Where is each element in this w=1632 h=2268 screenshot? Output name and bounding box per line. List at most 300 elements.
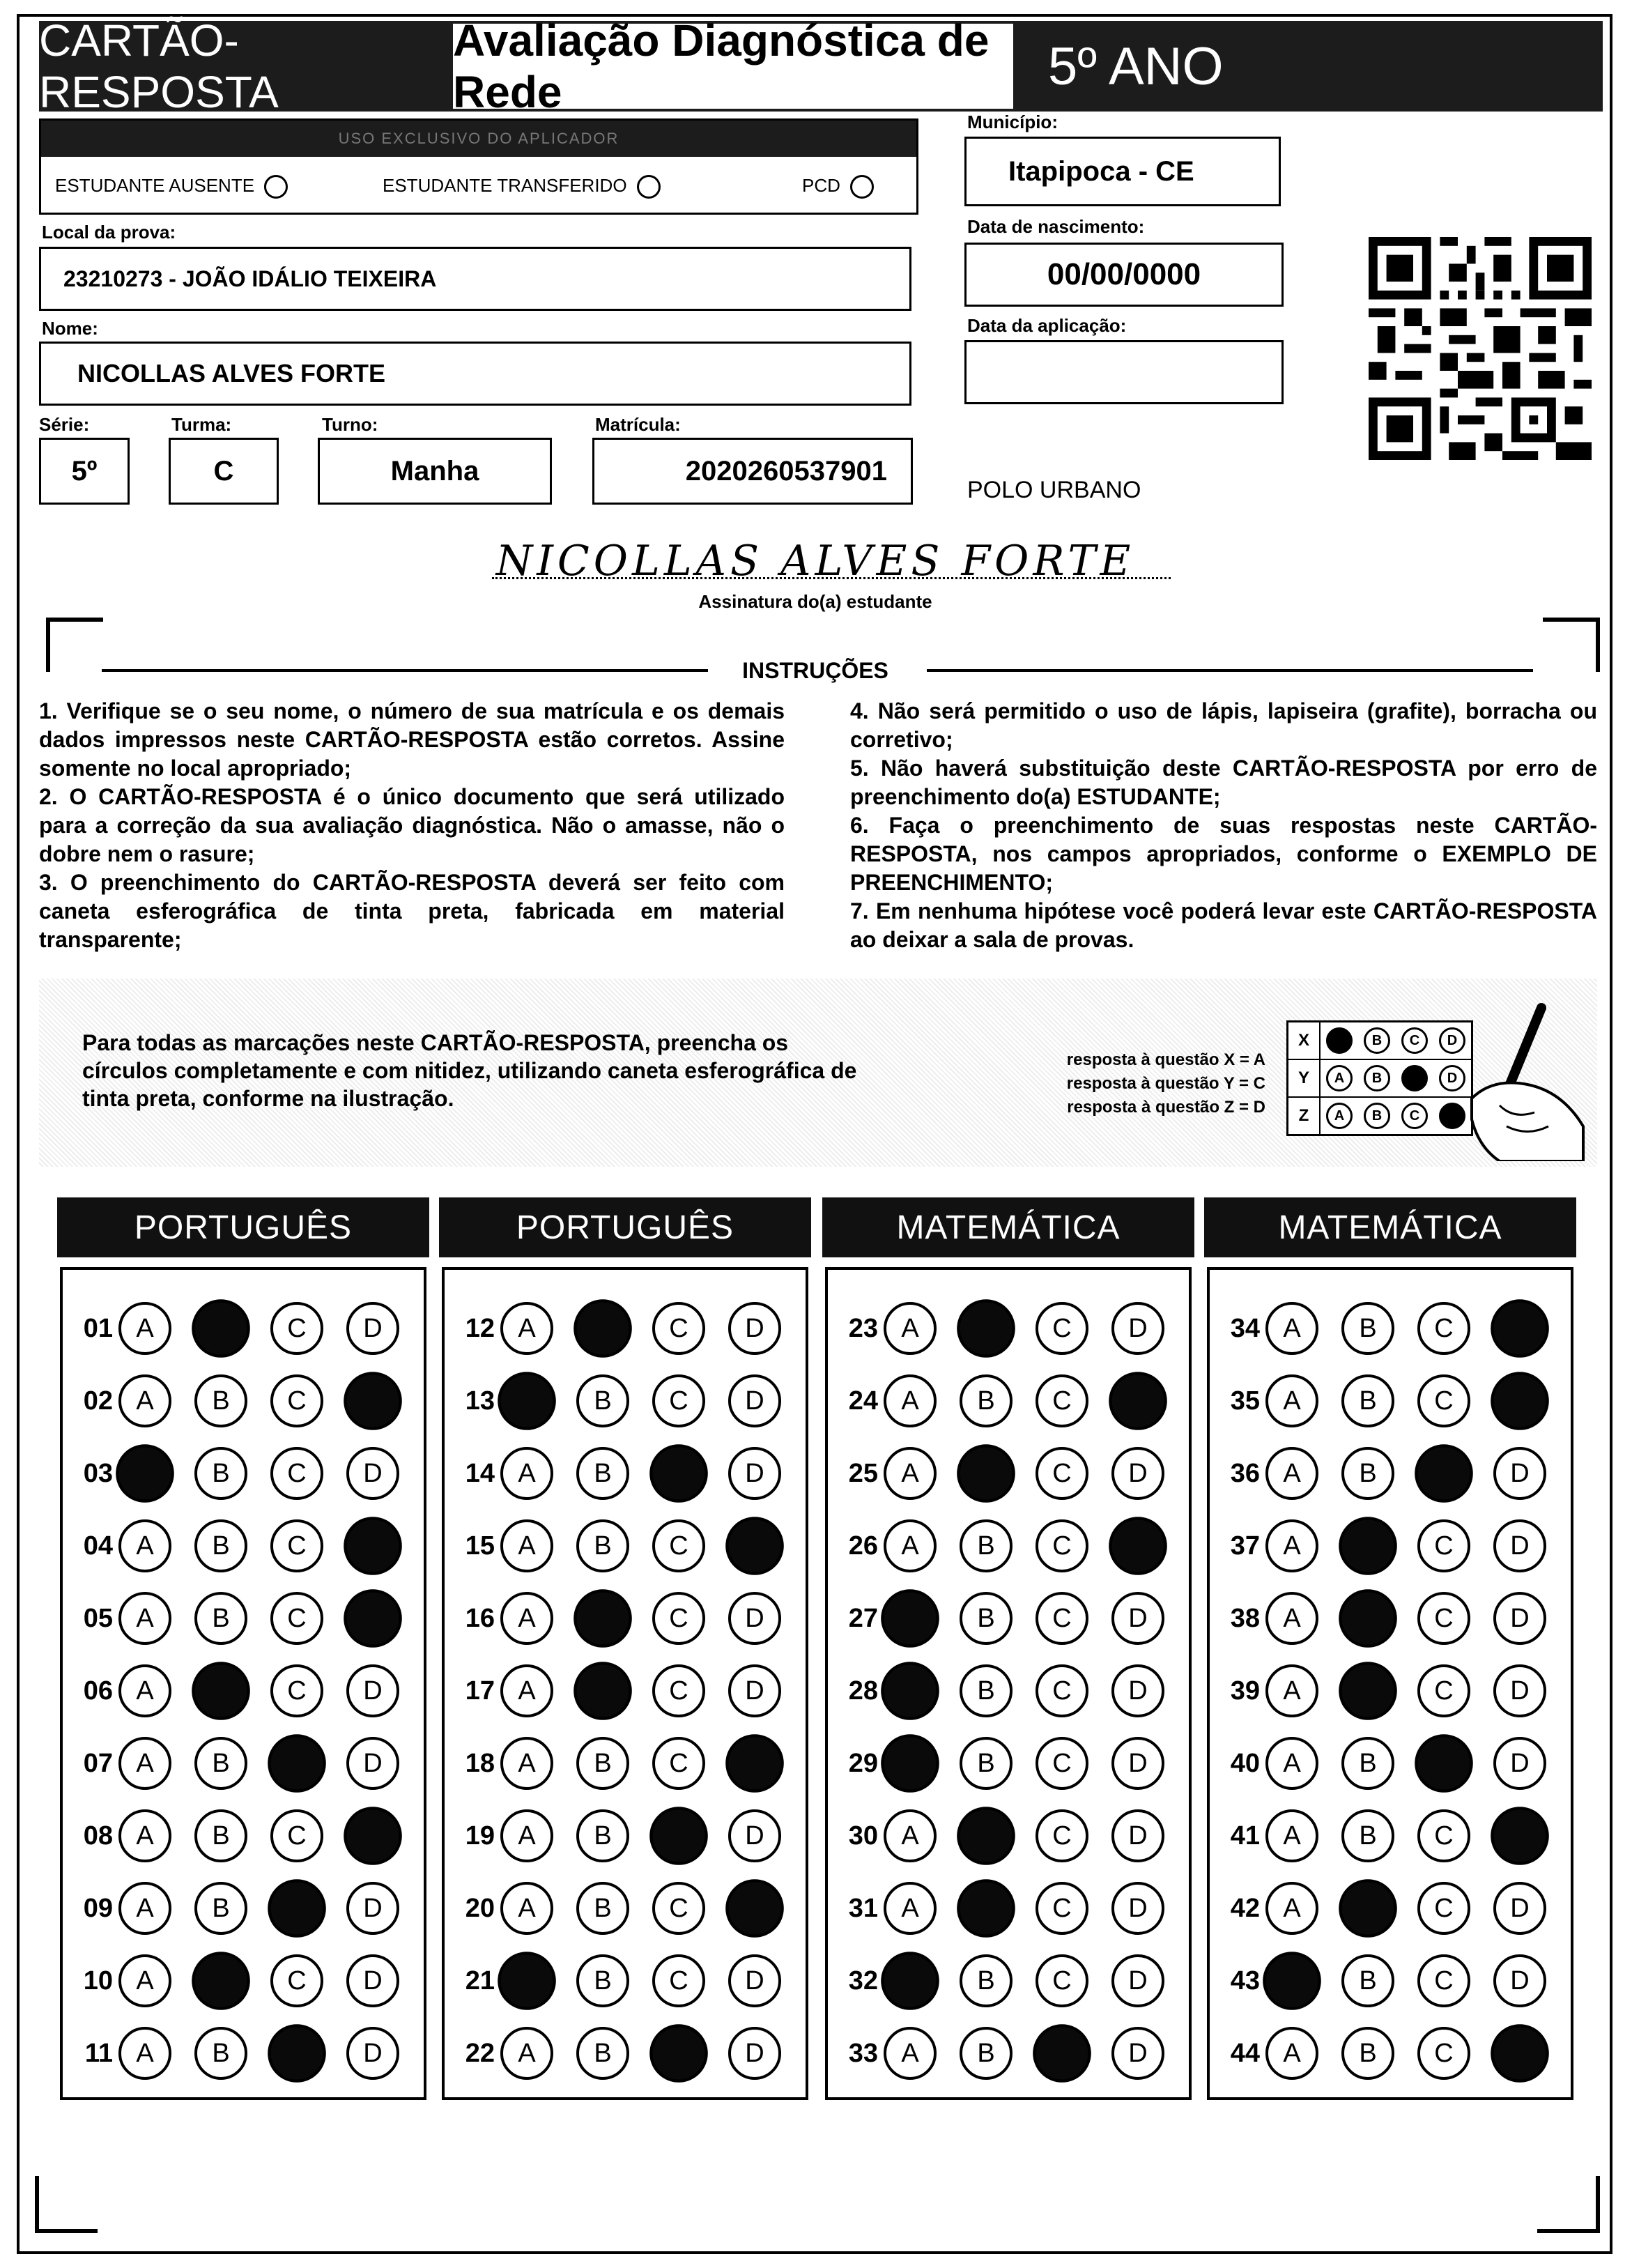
example-bubble-a: A [1326,1065,1353,1091]
answer-bubble-d[interactable]: D [1493,1882,1546,1935]
answer-bubble-c[interactable]: C [652,1592,705,1645]
admin-title: USO EXCLUSIVO DO APLICADOR [338,130,619,147]
answer-bubble-d[interactable]: D [1111,2027,1164,2080]
answer-bubble-d[interactable]: D [1111,1664,1164,1717]
nascimento-label: Data de nascimento: [967,216,1145,237]
example-bubble-c: C [1401,1103,1428,1129]
answer-bubble-b[interactable]: B [1339,1517,1397,1575]
question-number: 42 [1230,1893,1260,1923]
question-row [445,1369,804,1433]
answer-bubble-d[interactable]: D [728,1447,781,1500]
answer-bubble-d[interactable]: D [725,1517,784,1575]
answer-bubble-b[interactable]: B [960,1374,1013,1427]
answer-bubble-c[interactable]: C [652,1302,705,1355]
example-bubble-b: B [1364,1065,1390,1091]
answer-bubble-d[interactable]: D [1109,1372,1167,1430]
answer-bubble-d[interactable]: D [728,1592,781,1645]
aplicacao-field[interactable] [964,340,1284,404]
question-row [828,1441,1187,1505]
example-bubble-a: A [1326,1027,1353,1054]
question-number: 19 [465,1821,495,1851]
local-label: Local da prova: [42,222,176,243]
absent-option[interactable] [55,175,288,199]
answer-bubble-d[interactable]: D [728,2027,781,2080]
answer-bubble-d[interactable]: D [344,1807,402,1865]
answer-bubble-c[interactable]: C [652,1737,705,1790]
question-number: 28 [848,1676,878,1706]
answer-bubble-a[interactable]: A [1265,1374,1318,1427]
example-grid [1286,1020,1473,1136]
question-row [1210,1586,1569,1650]
question-row [828,1586,1187,1650]
question-row [445,1586,804,1650]
answer-bubble-d[interactable]: D [725,1879,784,1938]
aplicacao-label: Data da aplicação: [967,315,1127,336]
question-number: 11 [84,2038,113,2068]
example-row-label: X [1288,1022,1321,1059]
question-number: 05 [83,1603,113,1633]
instruction-item: 3. O preenchimento do CARTÃO-RESPOSTA deverá ser feito com caneta esferográfica de tinta preta, fabricada em material transparente; [39,870,785,952]
answer-bubble-a[interactable]: A [500,1519,553,1572]
question-number: 33 [848,2038,878,2068]
answer-bubble-a[interactable]: A [500,1737,553,1790]
answer-bubble-b[interactable]: B [573,1662,632,1720]
pcd-radio[interactable] [850,175,874,199]
answer-bubble-a[interactable]: A [881,1589,939,1648]
answer-bubble-b[interactable]: B [576,1447,629,1500]
answer-bubble-c[interactable]: C [1417,1374,1470,1427]
answer-bubble-b[interactable]: B [194,1882,247,1935]
instruction-item: 4. Não será permitido o uso de lápis, lapiseira (grafite), borracha ou corretivo; [850,698,1597,752]
answer-bubble-c[interactable]: C [1036,1882,1088,1935]
answer-bubble-b[interactable]: B [194,2027,247,2080]
answer-bubble-a[interactable]: A [884,1374,937,1427]
answer-bubble-b[interactable]: B [1341,1447,1394,1500]
answer-bubble-d[interactable]: D [346,1737,399,1790]
question-row [1210,1876,1569,1940]
section-box [825,1267,1192,2100]
answer-bubble-b[interactable]: B [194,1447,247,1500]
question-number: 38 [1230,1603,1260,1633]
answer-bubble-d[interactable]: D [346,1664,399,1717]
pcd-option[interactable] [802,175,874,199]
answer-bubble-d[interactable]: D [1491,1372,1549,1430]
answer-bubble-b[interactable]: B [960,2027,1013,2080]
question-number: 25 [848,1458,878,1488]
answer-bubble-d[interactable]: D [1111,1737,1164,1790]
answer-bubble-a[interactable]: A [884,1809,937,1862]
question-number: 34 [1230,1313,1260,1343]
answer-bubble-a[interactable]: A [118,1519,171,1572]
answer-bubble-c[interactable]: C [1417,1592,1470,1645]
answer-bubble-d[interactable]: D [1493,1664,1546,1717]
answer-bubble-d[interactable]: D [1111,1592,1164,1645]
admin-options [41,157,916,213]
answer-bubble-a[interactable]: A [1265,1737,1318,1790]
answer-bubble-c[interactable]: C [652,1664,705,1717]
answer-bubble-c[interactable]: C [1036,1664,1088,1717]
question-number: 03 [83,1458,113,1488]
answer-bubble-d[interactable]: D [728,1954,781,2007]
card-label-box [39,15,450,117]
answer-bubble-b[interactable]: B [576,2027,629,2080]
serie-field [39,438,130,505]
answer-bubble-a[interactable]: A [498,1952,556,2010]
answer-bubble-b[interactable]: B [576,1519,629,1572]
answer-bubble-c[interactable]: C [1036,1592,1088,1645]
answer-bubble-d[interactable]: D [346,2027,399,2080]
answer-bubble-a[interactable]: A [1265,1664,1318,1717]
answer-bubble-b[interactable]: B [576,1954,629,2007]
question-number: 15 [465,1531,495,1561]
question-row [1210,2021,1569,2085]
answer-bubble-d[interactable]: D [346,1882,399,1935]
example-legend-y: resposta à questão Y = C [1066,1074,1265,1093]
answer-bubble-b[interactable]: B [576,1809,629,1862]
answer-bubble-a[interactable]: A [500,1447,553,1500]
answer-bubble-a[interactable]: A [884,1519,937,1572]
answer-bubble-a[interactable]: A [500,1882,553,1935]
answer-bubble-c[interactable]: C [1036,1447,1088,1500]
question-row [828,1514,1187,1578]
answer-bubble-c[interactable]: C [652,1882,705,1935]
answer-bubble-a[interactable]: A [1265,1447,1318,1500]
answer-bubble-b[interactable]: B [194,1519,247,1572]
answer-bubble-c[interactable]: C [1036,1809,1088,1862]
answer-bubble-d[interactable]: D [346,1302,399,1355]
answer-bubble-d[interactable]: D [344,1517,402,1575]
answer-bubble-b[interactable]: B [960,1737,1013,1790]
answer-bubble-c[interactable]: C [268,2024,326,2083]
answer-bubble-c[interactable]: C [652,1519,705,1572]
instructions-rule-left [102,669,708,672]
transferred-label: ESTUDANTE TRANSFERIDO [383,175,627,196]
answer-bubble-c[interactable]: C [649,1807,708,1865]
question-number: 14 [465,1458,495,1488]
answer-bubble-c[interactable]: C [1417,1519,1470,1572]
signature-line [492,577,1171,579]
answer-bubble-d[interactable]: D [1111,1954,1164,2007]
answer-bubble-d[interactable]: D [725,1734,784,1793]
answer-bubble-a[interactable]: A [118,1882,171,1935]
answer-bubble-c[interactable]: C [268,1734,326,1793]
answer-bubble-b[interactable]: B [192,1299,250,1358]
question-number: 18 [465,1748,495,1778]
answer-bubble-b[interactable]: B [957,1444,1015,1503]
question-number: 26 [848,1531,878,1561]
answer-bubble-a[interactable]: A [118,1809,171,1862]
answer-bubble-b[interactable]: B [194,1737,247,1790]
answer-bubble-a[interactable]: A [884,1447,937,1500]
answer-bubble-a[interactable]: A [881,1734,939,1793]
question-row [63,1659,422,1723]
answer-bubble-a[interactable]: A [884,1302,937,1355]
answer-bubble-a[interactable]: A [881,1952,939,2010]
answer-bubble-d[interactable]: D [1493,1737,1546,1790]
question-number: 24 [848,1386,878,1416]
question-number: 12 [465,1313,495,1343]
question-row [828,1876,1187,1940]
answer-bubble-c[interactable]: C [1415,1734,1473,1793]
answer-bubble-a[interactable]: A [1263,1952,1321,2010]
answer-bubble-a[interactable]: A [118,1954,171,2007]
instruction-item: 7. Em nenhuma hipótese você poderá levar este CARTÃO-RESPOSTA ao deixar a sala de provas. [850,898,1597,952]
question-number: 41 [1230,1821,1260,1851]
answer-bubble-b[interactable]: B [576,1882,629,1935]
answer-bubble-c[interactable]: C [652,1954,705,2007]
answer-bubble-b[interactable]: B [194,1374,247,1427]
question-number: 13 [465,1386,495,1416]
answer-bubble-a[interactable]: A [1265,1519,1318,1572]
answer-bubble-c[interactable]: C [652,1374,705,1427]
answer-bubble-c[interactable]: C [268,1879,326,1938]
serie-label: Série: [39,414,90,435]
question-number: 44 [1230,2038,1260,2068]
turma-label: Turma: [171,414,232,435]
answer-bubble-a[interactable]: A [118,1592,171,1645]
question-row [445,1441,804,1505]
answer-bubble-d[interactable]: D [344,1372,402,1430]
answer-bubble-a[interactable]: A [1265,1809,1318,1862]
exam-title: Avaliação Diagnóstica de Rede [453,15,990,117]
example-legend [1034,1048,1265,1119]
answer-bubble-b[interactable]: B [1341,1954,1394,2007]
instruction-item: 2. O CARTÃO-RESPOSTA é o único documento que será utilizado para a correção da sua avaliação diagnóstica. Não o amasse, não o dobre nem o rasure; [39,784,785,866]
example-bubble-a: A [1326,1103,1353,1129]
answer-bubble-c[interactable]: C [270,1954,323,2007]
turno-field [318,438,552,505]
answer-bubble-a[interactable]: A [498,1372,556,1430]
answer-bubble-b[interactable]: B [960,1664,1013,1717]
section-box [60,1267,426,2100]
section-header: PORTUGUÊS [439,1197,811,1257]
answer-bubble-b[interactable]: B [1339,1589,1397,1648]
answer-bubble-d[interactable]: D [1491,1299,1549,1358]
answer-bubble-b[interactable]: B [573,1589,632,1648]
answer-bubble-b[interactable]: B [960,1592,1013,1645]
answer-bubble-c[interactable]: C [1036,1737,1088,1790]
answer-bubble-d[interactable]: D [1493,1592,1546,1645]
answer-bubble-b[interactable]: B [194,1809,247,1862]
answer-bubble-c[interactable]: C [1036,1954,1088,2007]
instructions-rule-right [927,669,1533,672]
example-row-label: Y [1288,1060,1321,1096]
local-field [39,247,911,311]
answer-bubble-d[interactable]: D [1493,1447,1546,1500]
transferred-radio[interactable] [637,175,661,199]
admin-title-bar [41,121,916,157]
question-row [1210,1296,1569,1361]
example-legend-x: resposta à questão X = A [1066,1050,1265,1069]
question-row [445,1296,804,1361]
question-row [63,1441,422,1505]
example-bubble-c: C [1401,1027,1428,1054]
question-number: 22 [465,2038,495,2068]
question-row [445,1949,804,2013]
answer-bubble-d[interactable]: D [728,1809,781,1862]
exam-title-box [450,15,1016,117]
answer-bubble-b[interactable]: B [576,1374,629,1427]
answer-bubble-c[interactable]: C [1417,2027,1470,2080]
answer-bubble-b[interactable]: B [1339,1879,1397,1938]
answer-bubble-a[interactable]: A [881,1662,939,1720]
question-number: 30 [848,1821,878,1851]
section-box [1207,1267,1573,2100]
answer-bubble-a[interactable]: A [884,2027,937,2080]
question-row [63,1731,422,1795]
answer-bubble-b[interactable]: B [192,1952,250,2010]
answer-bubble-c[interactable]: C [649,2024,708,2083]
answer-bubble-a[interactable]: A [118,1737,171,1790]
question-number: 29 [848,1748,878,1778]
nome-field [39,342,911,406]
section-header: PORTUGUÊS [57,1197,429,1257]
corner-top-left [46,618,103,672]
question-row [828,1949,1187,2013]
absent-label: ESTUDANTE AUSENTE [55,175,255,196]
answer-bubble-a[interactable]: A [1265,1302,1318,1355]
question-number: 17 [465,1676,495,1706]
answer-bubble-b[interactable]: B [192,1662,250,1720]
example-bubble-d: D [1439,1103,1465,1129]
answer-bubble-b[interactable]: B [960,1519,1013,1572]
question-number: 27 [848,1603,878,1633]
answer-bubble-c[interactable]: C [1033,2024,1091,2083]
answer-bubble-a[interactable]: A [1265,2027,1318,2080]
instruction-item: 6. Faça o preenchimento de suas respostas neste CARTÃO-RESPOSTA, nos campos apropriados, conforme o EXEMPLO DE PREENCHIMENTO; [850,813,1597,895]
nome-label: Nome: [42,318,98,339]
answer-bubble-c[interactable]: C [270,1447,323,1500]
answer-bubble-c[interactable]: C [1417,1954,1470,2007]
section-header: MATEMÁTICA [1204,1197,1576,1257]
answer-bubble-a[interactable]: A [118,1374,171,1427]
question-row [63,1804,422,1868]
nascimento-field [964,243,1284,307]
question-row [445,2021,804,2085]
question-row [828,1659,1187,1723]
answer-bubble-d[interactable]: D [728,1664,781,1717]
answer-bubble-d[interactable]: D [728,1374,781,1427]
answer-bubble-b[interactable]: B [957,1879,1015,1938]
matricula-label: Matrícula: [595,414,681,435]
answer-bubble-a[interactable]: A [500,1664,553,1717]
answer-bubble-c[interactable]: C [1417,1809,1470,1862]
answer-bubble-b[interactable]: B [1341,1737,1394,1790]
example-bubble-b: B [1364,1027,1390,1054]
question-number: 32 [848,1966,878,1995]
answer-bubble-b[interactable]: B [957,1807,1015,1865]
answer-bubble-c[interactable]: C [1417,1302,1470,1355]
answer-bubble-b[interactable]: B [960,1954,1013,2007]
answer-bubble-a[interactable]: A [118,1302,171,1355]
answer-bubble-d[interactable]: D [1491,1807,1549,1865]
answer-bubble-c[interactable]: C [649,1444,708,1503]
absent-radio[interactable] [264,175,288,199]
question-number: 06 [83,1676,113,1706]
answer-bubble-b[interactable]: B [1341,1302,1394,1355]
answer-bubble-c[interactable]: C [1417,1882,1470,1935]
answer-bubble-c[interactable]: C [1036,1519,1088,1572]
instructions-left [39,697,785,954]
answer-bubble-c[interactable]: C [270,1664,323,1717]
question-number: 35 [1230,1386,1260,1416]
question-row [1210,1659,1569,1723]
answer-bubble-d[interactable]: D [1111,1447,1164,1500]
answer-bubble-c[interactable]: C [270,1302,323,1355]
grade-title: 5º ANO [1048,36,1224,96]
question-row [828,1731,1187,1795]
answer-bubble-b[interactable]: B [1341,1374,1394,1427]
answer-bubble-b[interactable]: B [1341,2027,1394,2080]
answer-bubble-c[interactable]: C [1415,1444,1473,1503]
municipio-value: Itapipoca - CE [1008,155,1194,187]
answer-bubble-a[interactable]: A [500,1592,553,1645]
answer-bubble-d[interactable]: D [1491,2024,1549,2083]
answer-bubble-b[interactable]: B [194,1592,247,1645]
answer-bubble-d[interactable]: D [1111,1302,1164,1355]
signature-handwriting: NICOLLAS ALVES FORTE [495,537,1135,585]
answer-bubble-c[interactable]: C [1417,1664,1470,1717]
answer-bubble-d[interactable]: D [346,1954,399,2007]
grade-title-box [1016,21,1603,112]
question-number: 20 [465,1893,495,1923]
answer-bubble-d[interactable]: D [728,1302,781,1355]
answer-bubble-d[interactable]: D [344,1589,402,1648]
answer-bubble-a[interactable]: A [116,1444,174,1503]
example-bubble-d: D [1439,1065,1465,1091]
answer-bubble-d[interactable]: D [1111,1882,1164,1935]
answer-bubble-d[interactable]: D [1109,1517,1167,1575]
answer-bubble-d[interactable]: D [346,1447,399,1500]
answer-bubble-c[interactable]: C [270,1809,323,1862]
local-value: 23210273 - JOÃO IDÁLIO TEIXEIRA [63,266,437,291]
qr-code [1369,237,1592,460]
answer-bubble-d[interactable]: D [1493,1519,1546,1572]
answer-bubble-a[interactable]: A [118,2027,171,2080]
answer-bubble-d[interactable]: D [1111,1809,1164,1862]
answer-bubble-a[interactable]: A [500,2027,553,2080]
transferred-option[interactable] [383,175,661,199]
answer-bubble-b[interactable]: B [1339,1662,1397,1720]
question-number: 40 [1230,1748,1260,1778]
answer-bubble-a[interactable]: A [500,1302,553,1355]
matricula-value: 2020260537901 [685,455,887,486]
answer-bubble-a[interactable]: A [884,1882,937,1935]
instruction-item: 1. Verifique se o seu nome, o número de sua matrícula e os demais dados impressos neste CARTÃO-RESPOSTA estão corretos. Assine somente no local apropriado; [39,698,785,781]
example-legend-z: resposta à questão Z = D [1067,1098,1265,1117]
answer-bubble-b[interactable]: B [573,1299,632,1358]
example-row-label: Z [1288,1098,1321,1134]
answer-bubble-b[interactable]: B [957,1299,1015,1358]
nascimento-value: 00/00/0000 [1047,257,1201,291]
answer-bubble-d[interactable]: D [1493,1954,1546,2007]
question-row [445,1804,804,1868]
answer-bubble-a[interactable]: A [1265,1882,1318,1935]
answer-bubble-b[interactable]: B [1341,1809,1394,1862]
answer-bubble-a[interactable]: A [118,1664,171,1717]
answer-bubble-b[interactable]: B [576,1737,629,1790]
question-number: 43 [1230,1966,1260,1995]
answer-bubble-c[interactable]: C [1036,1302,1088,1355]
answer-bubble-a[interactable]: A [500,1809,553,1862]
answer-bubble-a[interactable]: A [1265,1592,1318,1645]
instructions-right [850,697,1597,954]
answer-bubble-c[interactable]: C [270,1592,323,1645]
answer-bubble-c[interactable]: C [270,1374,323,1427]
answer-bubble-c[interactable]: C [1036,1374,1088,1427]
answer-bubble-c[interactable]: C [270,1519,323,1572]
question-row [828,1369,1187,1433]
